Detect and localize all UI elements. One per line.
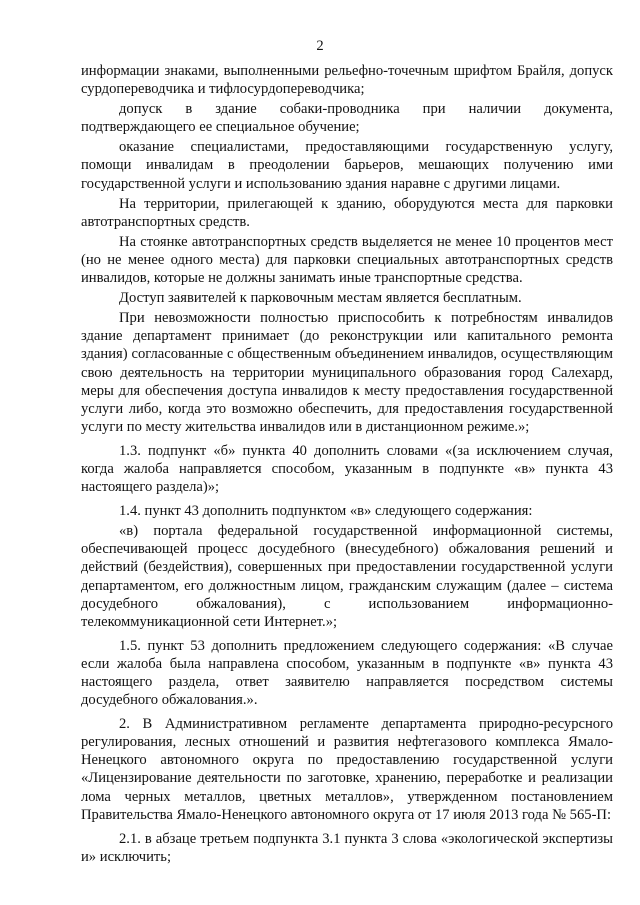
paragraph-item-1-4: 1.4. пункт 43 дополнить подпунктом «в» следующего содержания: <box>119 503 533 520</box>
paragraph-item-1-5: 1.5. пункт 53 дополнить предложением следующего содержания: «В случае если жалоба была направлена способом, указанным в подпункте «в» пункта 43 настоящего раздела, ответ заявителю направляется посредством системы досудебного обжалования.». <box>81 637 613 709</box>
page-number: 2 <box>316 38 324 54</box>
paragraph-parking-quota: На стоянке автотранспортных средств выделяется не менее 10 процентов мест (но не менее одного места) для парковки специальных автотранспортных средств инвалидов, которые не должны занимать иные транспортные средства. <box>81 233 613 287</box>
paragraph-item-1-3: 1.3. подпункт «б» пункта 40 дополнить словами «(за исключением случая, когда жалоба направляется способом, указанным в подпункте «в» пункта 43 настоящего раздела)»; <box>81 442 613 496</box>
paragraph-parking-free: Доступ заявителей к парковочным местам является бесплатным. <box>119 290 522 307</box>
paragraph-item-2: 2. В Административном регламенте департамента природно-ресурсного регулирования, лесных отношений и развития нефтегазового комплекса Ямало-Ненецкого автономного округа по предоставлению государственной услуги «Лицензирование деятельности по заготовке, хранению, переработке и реализации лома черных металлов, цветных металлов», утвержденном постановлением Правительства Ямало-Ненецкого автономного округа от 17 июля 2013 года № 565-П: <box>81 716 613 823</box>
document-body <box>81 62 613 868</box>
paragraph-parking-territory: На территории, прилегающей к зданию, оборудуются места для парковки автотранспортных средств. <box>81 195 613 230</box>
paragraph-item-1-4-v: «в) портала федеральной государственной информационной системы, обеспечивающей процесс досудебного (внесудебного) обжалования решений и действий (бездействия), совершенных при предоставлении государственной услуги департаментом, его должностным лицом, гражданским служащим (далее – система досудебного обжалования), с использованием информационно-телекоммуникационной сети Интернет.»; <box>81 523 613 630</box>
paragraph-item-2-1: 2.1. в абзаце третьем подпункта 3.1 пункта 3 слова «экологической экспертизы и» исключить; <box>81 830 613 865</box>
paragraph-braille: информации знаками, выполненными рельефно-точечным шрифтом Брайля, допуск сурдопереводчика и тифлосурдопереводчика; <box>81 63 613 98</box>
paragraph-adaptation: При невозможности полностью приспособить к потребностям инвалидов здание департамент принимает (до реконструкции или капитального ремонта здания) согласованные с общественным объединением инвалидов, осуществляющим свою деятельность на территории муниципального образования город Салехард, меры для обеспечения доступа инвалидов к месту предоставления государственной услуги либо, когда это возможно обеспечить, для предоставления государственной услуги по месту жительства инвалидов или в дистанционном режиме.»; <box>81 310 613 435</box>
paragraph-assistance: оказание специалистами, предоставляющими государственную услугу, помощи инвалидам в преодолении барьеров, мешающих получению ими государственной услуги и использованию здания наравне с другими лицами. <box>81 139 613 192</box>
paragraph-guide-dog: допуск в здание собаки-проводника при наличии документа, подтверждающего ее специальное обучение; <box>81 101 613 136</box>
